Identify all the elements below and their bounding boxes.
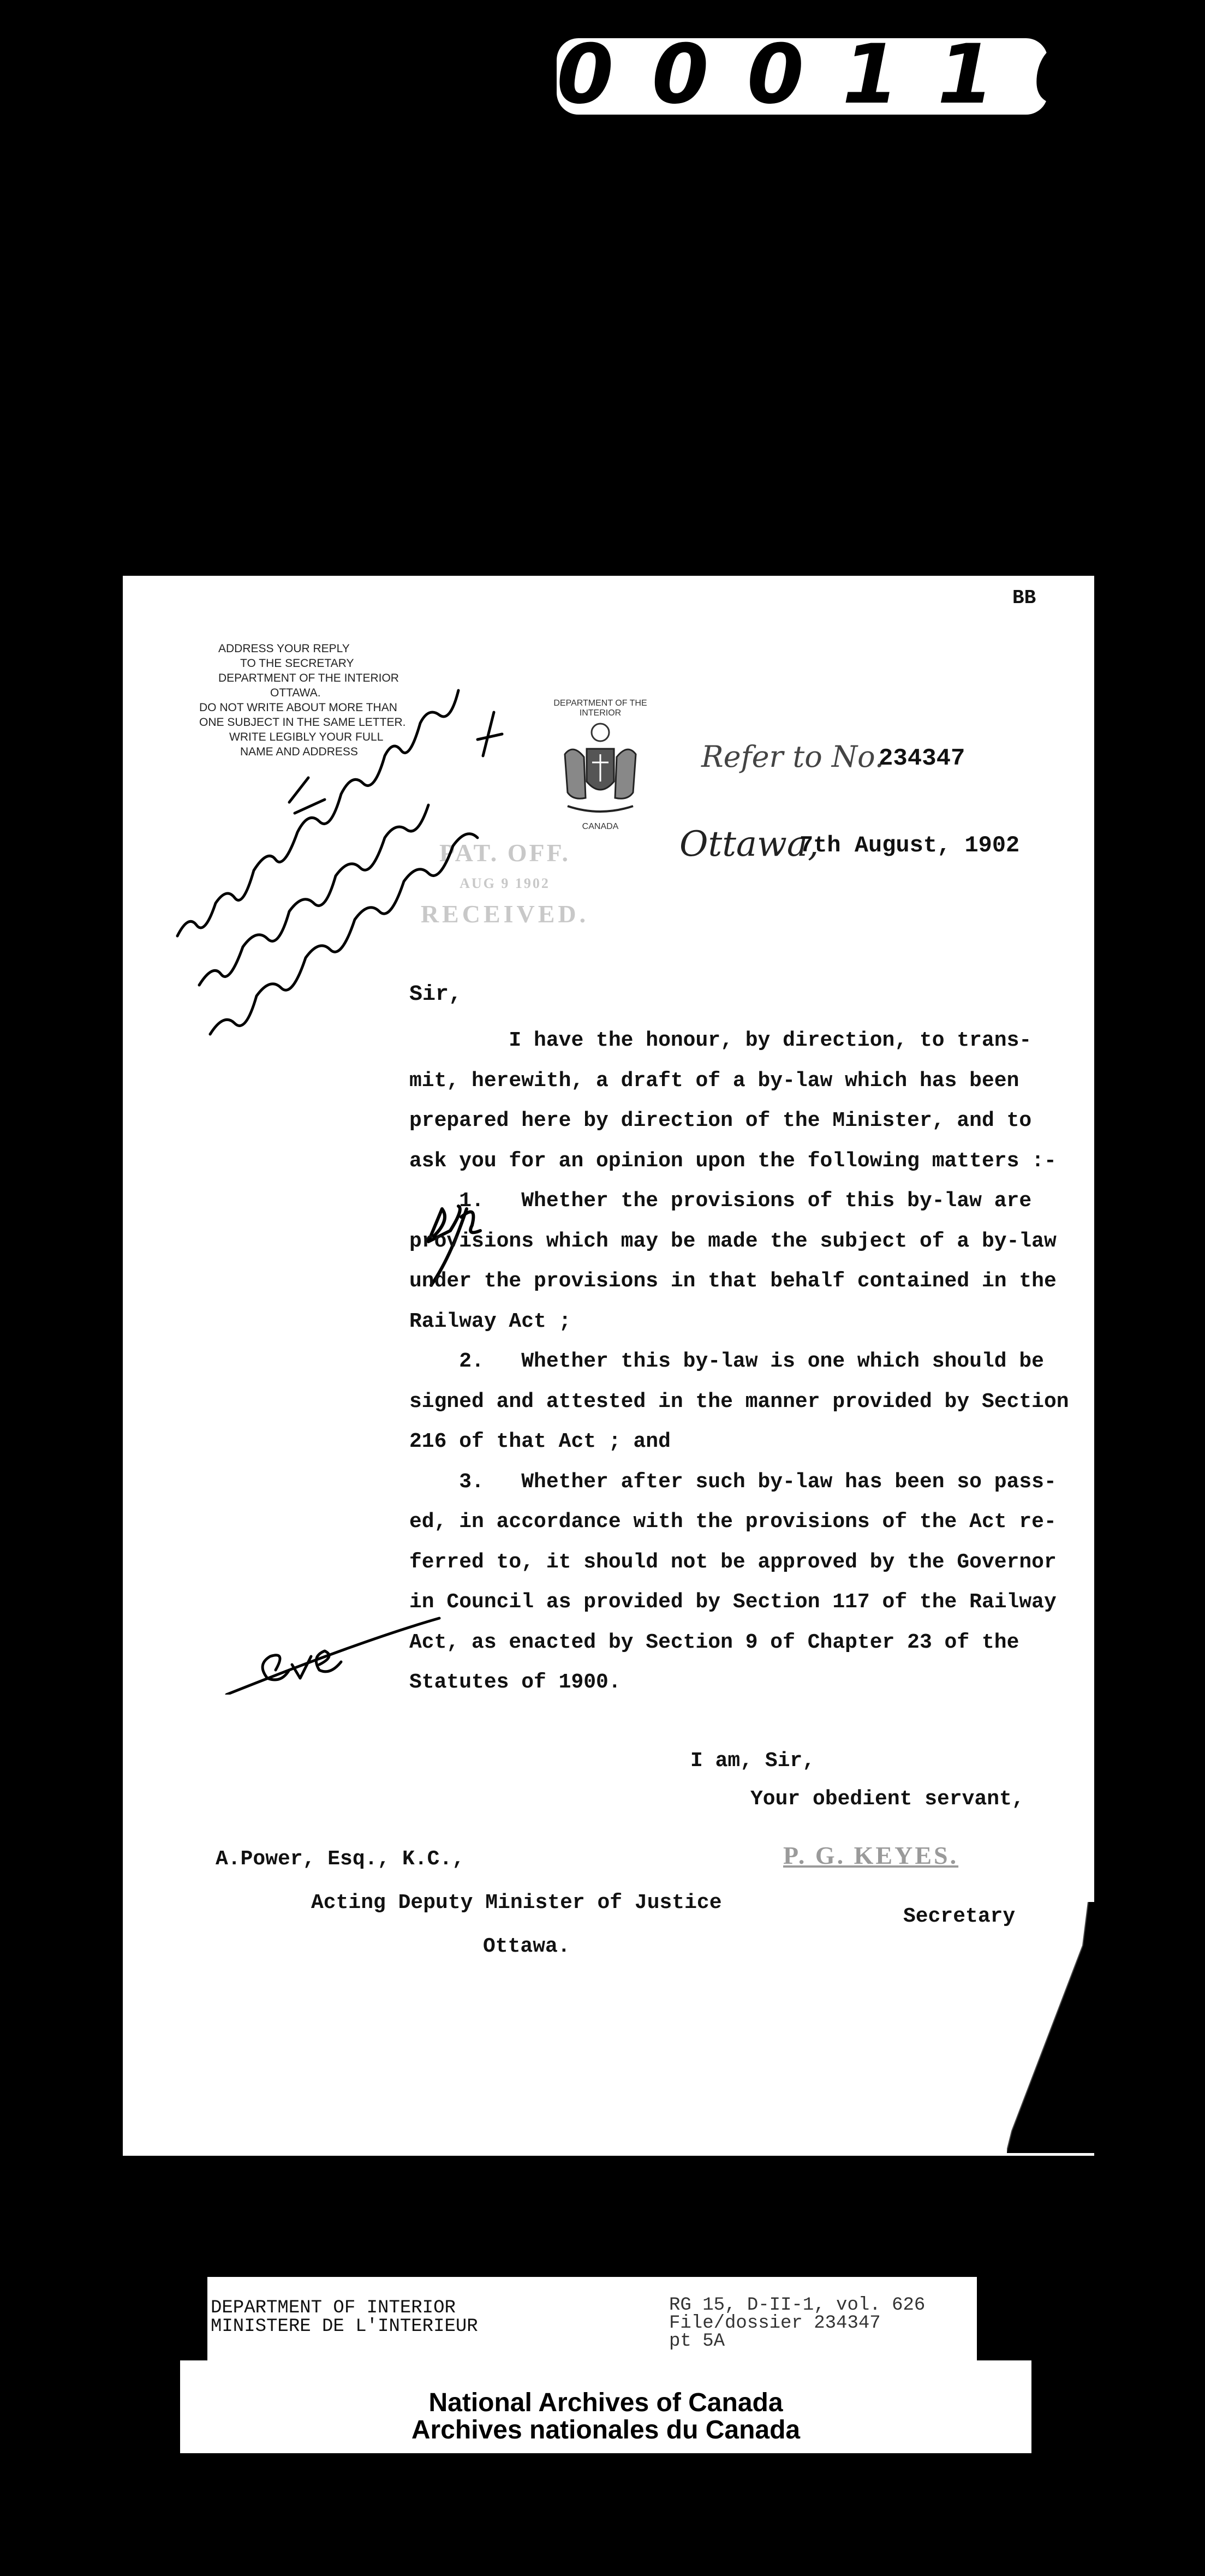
letter-date: 7th August, 1902 [800,832,1020,858]
ref-label: Refer to No. [701,740,884,774]
address-notice-line: DEPARTMENT OF THE INTERIOR [218,672,399,684]
body-line: prepared here by direction of the Minister, and to [409,1109,1032,1132]
archive-department: DEPARTMENT OF INTERIOR [211,2298,456,2318]
page-marker: BB [1012,587,1036,609]
body-line: signed and attested in the manner provided by Section [409,1390,1069,1414]
body-line: ferred to, it should not be approved by the Governor [409,1550,1057,1574]
body-line: under the provisions in that behalf contained in the [409,1269,1057,1293]
place-label: Ottawa, [679,824,819,864]
initials-eve [226,1618,439,1695]
body-line: I have the honour, by direction, to trans- [409,1029,1032,1052]
addressee-name: A.Power, Esq., K.C., [216,1847,465,1871]
letter-page [123,576,1094,2156]
body-line: 1. Whether the provisions of this by-law are [409,1189,1032,1213]
address-notice-line: ADDRESS YOUR REPLY [218,642,350,655]
received-stamp-line: RECEIVED. [420,900,589,928]
archive-file: File/dossier 234347 [669,2313,881,2334]
received-stamp-line: PAT. OFF. [439,839,570,867]
salutation: Sir, [409,982,462,1007]
signature-title: Secretary [903,1905,1016,1928]
frame-number: 000116 [557,27,1128,122]
body-line: 216 of that Act ; and [409,1430,671,1453]
closing-line-2: Your obedient servant, [750,1787,1024,1811]
archive-reference-label [207,2277,977,2364]
address-notice-line: OTTAWA. [270,687,321,699]
body-line: Railway Act ; [409,1309,571,1333]
body-line: mit, herewith, a draft of a by-law which has been [409,1069,1019,1093]
letter-body [409,1021,1086,1703]
body-line: provisions which may be made the subject of a by-law [409,1229,1057,1253]
address-notice-line: WRITE LEGIBLY YOUR FULL [229,731,384,743]
body-line: ed, in accordance with the provisions of the Act re- [409,1510,1057,1534]
received-stamp-line: AUG 9 1902 [460,875,550,891]
addressee-city: Ottawa. [483,1935,570,1958]
addressee-title: Acting Deputy Minister of Justice [311,1891,722,1915]
page-fold-edge [1007,1902,1094,2153]
archive-label-right [669,2297,925,2351]
address-notice-line: ONE SUBJECT IN THE SAME LETTER. [199,716,406,729]
national-archives-fr: Archives nationales du Canada [411,2416,801,2444]
body-line: in Council as provided by Section 117 of the Railway [409,1590,1057,1614]
body-line: ask you for an opinion upon the following matters :- [409,1149,1057,1173]
body-line: Statutes of 1900. [409,1671,621,1694]
closing-line: I am, Sir, [690,1749,815,1773]
body-line: 3. Whether after such by-law has been so pass- [409,1470,1057,1494]
body-line: Act, as enacted by Section 9 of Chapter 23 of the [409,1630,1019,1654]
archive-part: pt 5A [669,2331,725,2352]
body-line: 2. Whether this by-law is one which should be [409,1350,1044,1373]
ref-number: 234347 [879,745,965,772]
address-notice-line: NAME AND ADDRESS [240,746,358,758]
crest-label-top: DEPARTMENT OF THE INTERIOR [553,699,647,718]
archive-department-fr: MINISTERE DE L'INTERIEUR [211,2316,478,2337]
national-archives-en: National Archives of Canada [428,2388,783,2417]
signature-stamp: P. G. KEYES. [783,1841,959,1869]
archive-record-group: RG 15, D-II-1, vol. 626 [669,2295,926,2316]
national-archives-label [180,2360,1031,2453]
archive-label-left [211,2299,478,2336]
address-notice-line: TO THE SECRETARY [240,657,354,670]
crest-label-bottom: CANADA [582,822,619,831]
address-notice-line: DO NOT WRITE ABOUT MORE THAN [199,701,397,714]
